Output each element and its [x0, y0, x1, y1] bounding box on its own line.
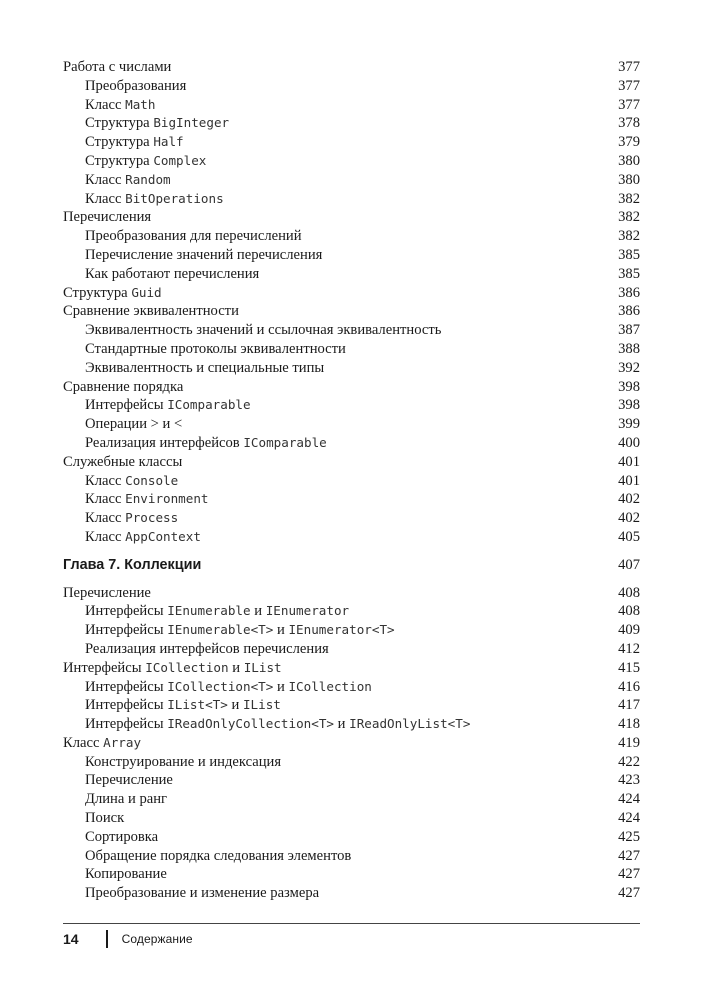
toc-subsection-entry [63, 133, 640, 152]
title-text: Интерфейсы [85, 397, 168, 414]
title-text: Длина и ранг [85, 791, 168, 808]
toc-subsection-entry [63, 321, 640, 340]
toc-entry-title [63, 321, 441, 340]
toc-entry-title [63, 396, 251, 415]
title-text: Перечисление [63, 584, 151, 601]
title-text: Структура [85, 134, 154, 151]
toc-page-number: 398 [618, 397, 640, 414]
title-text: Сравнение порядка [63, 378, 184, 395]
toc-page-number: 388 [618, 340, 640, 357]
toc-subsection-entry [63, 190, 640, 209]
code-term: ICollection [288, 678, 372, 694]
toc-subsection-entry [63, 472, 640, 491]
title-text: Класс [63, 734, 104, 751]
toc-subsection-entry [63, 771, 640, 790]
title-text: Структура [85, 115, 154, 132]
toc-subsection-entry [63, 865, 640, 884]
toc-subsection-entry [63, 171, 640, 190]
toc-section-entry [63, 584, 640, 603]
title-text: Класс [85, 510, 126, 527]
code-term: BigInteger [153, 115, 230, 131]
title-text: Реализация интерфейсов перечисления [85, 640, 329, 657]
toc-page-number: 416 [618, 678, 640, 695]
code-term: IEnumerable<T> [167, 622, 274, 638]
toc-section-entry [63, 453, 640, 472]
title-text: Интерфейсы [85, 678, 168, 695]
toc-entry-title [63, 190, 224, 209]
title-text: и [334, 716, 350, 733]
toc-subsection-entry [63, 809, 640, 828]
title-text: Эквивалентность и специальные типы [85, 359, 325, 376]
toc-entry-title [63, 621, 395, 640]
title-text: и [227, 697, 243, 714]
code-term: IEnumerator [265, 603, 350, 619]
toc-subsection-entry [63, 434, 640, 453]
toc-page-number: 392 [618, 359, 640, 376]
toc-subsection-entry [63, 114, 640, 133]
toc-entry-title [63, 865, 167, 884]
code-term: Array [103, 734, 142, 750]
toc-subsection-entry [63, 640, 640, 659]
title-text: Класс [85, 96, 126, 113]
toc-page-number: 418 [618, 716, 640, 733]
code-term: Environment [125, 491, 209, 507]
footer-section-label: Содержание [121, 932, 193, 946]
toc-subsection-entry [63, 96, 640, 115]
toc-section-entry [63, 284, 640, 303]
title-text: Интерфейсы [85, 716, 168, 733]
title-text: Преобразования [85, 77, 187, 94]
toc-page-number: 427 [618, 885, 640, 902]
code-term: Random [125, 171, 171, 187]
toc-entry-title [63, 246, 322, 265]
title-text: Сортировка [85, 828, 159, 845]
toc-page-number: 386 [618, 303, 640, 320]
toc-page-number: 402 [618, 510, 640, 527]
toc-subsection-entry [63, 340, 640, 359]
toc-subsection-entry [63, 265, 640, 284]
toc-entry-title [63, 340, 346, 359]
toc-entry-title [63, 77, 186, 96]
code-term: ICollection<T> [167, 678, 274, 694]
code-term: IComparable [243, 434, 327, 450]
toc-entry-title [63, 359, 324, 378]
title-text: Интерфейсы [63, 659, 146, 676]
toc-subsection-entry [63, 828, 640, 847]
toc-subsection-entry [63, 246, 640, 265]
code-term: IList [243, 659, 282, 675]
toc-entry-title [63, 528, 201, 547]
toc-chapter-entry [63, 556, 640, 575]
title-text: Интерфейсы [85, 622, 168, 639]
toc-page-number: 378 [618, 115, 640, 132]
title-text: Структура [63, 284, 132, 301]
title-text: Перечисление значений перечисления [85, 246, 323, 263]
title-text: Класс [85, 491, 126, 508]
toc-entry-title [63, 640, 329, 659]
footer-rule [63, 923, 640, 924]
toc-subsection-entry [63, 884, 640, 903]
title-text: и [273, 678, 289, 695]
code-term: BitOperations [125, 190, 224, 206]
toc-page-number: 380 [618, 171, 640, 188]
toc-page-number: 386 [618, 284, 640, 301]
toc-entry-title [63, 490, 209, 509]
toc-subsection-entry [63, 415, 640, 434]
toc-entry-title [63, 584, 151, 603]
toc-subsection-entry [63, 847, 640, 866]
toc-entry-title [63, 453, 182, 472]
title-text: Структура [85, 152, 154, 169]
title-text: Преобразования для перечислений [85, 228, 302, 245]
toc-page-number: 377 [618, 96, 640, 113]
toc-page-number: 382 [618, 190, 640, 207]
toc-entry-title [63, 771, 173, 790]
toc-entry-title [63, 133, 184, 152]
toc-entry-title [63, 678, 372, 697]
title-text: Класс [85, 171, 126, 188]
title-text: Как работают перечисления [85, 265, 260, 282]
toc-page-number: 408 [618, 584, 640, 601]
toc-page-number: 424 [618, 810, 640, 827]
title-text: и [228, 659, 244, 676]
toc-subsection-entry [63, 790, 640, 809]
page-footer [63, 928, 193, 950]
toc-section-entry [63, 302, 640, 321]
toc-page-number: 407 [618, 556, 640, 573]
toc-entry-title [63, 659, 282, 678]
code-term: Math [125, 96, 156, 112]
toc-entry-title [63, 472, 178, 491]
toc-page-number: 379 [618, 134, 640, 151]
code-term: Process [125, 510, 179, 526]
toc-page-number: 427 [618, 847, 640, 864]
toc-page-number: 382 [618, 228, 640, 245]
toc-subsection-entry [63, 396, 640, 415]
title-text: Перечисления [63, 209, 152, 226]
toc-subsection-entry [63, 696, 640, 715]
title-text: Обращение порядка следования элементов [85, 847, 352, 864]
toc-section-entry [63, 208, 640, 227]
toc-entry-title [63, 114, 229, 133]
toc-page-number: 405 [618, 528, 640, 545]
toc-subsection-entry [63, 621, 640, 640]
title-text: и [273, 622, 289, 639]
toc-page-number: 425 [618, 828, 640, 845]
toc-subsection-entry [63, 528, 640, 547]
toc-section-entry [63, 378, 640, 397]
toc-subsection-entry [63, 678, 640, 697]
toc-page-number: 419 [618, 734, 640, 751]
toc-page-number: 415 [618, 659, 640, 676]
toc-page-number: 377 [618, 59, 640, 75]
toc-entry-title [63, 227, 302, 246]
toc-page-number: 408 [618, 603, 640, 620]
code-term: ICollection [145, 659, 229, 675]
toc-page-number: 399 [618, 416, 640, 433]
title-text: Преобразование и изменение размера [85, 885, 320, 902]
code-term: Half [153, 134, 184, 150]
code-term: IEnumerator<T> [288, 622, 395, 638]
toc-entry-title [63, 378, 183, 397]
toc-entry-title [63, 790, 167, 809]
toc-page-number: 412 [618, 640, 640, 657]
toc-entry-title [63, 58, 171, 77]
title-text: Поиск [85, 810, 125, 827]
code-term: IList<T> [167, 697, 228, 713]
title-text: Служебные классы [63, 453, 183, 470]
toc-page-number: 422 [618, 753, 640, 770]
code-term: IEnumerable [167, 603, 251, 619]
toc-page-number: 380 [618, 152, 640, 169]
toc-entry-title [63, 753, 281, 772]
title-text: Класс [85, 472, 126, 489]
toc-page-number: 401 [618, 472, 640, 489]
toc-entry-title [63, 265, 259, 284]
toc-entry-title [63, 302, 239, 321]
toc-subsection-entry [63, 753, 640, 772]
title-text: Копирование [85, 866, 167, 883]
toc-subsection-entry [63, 490, 640, 509]
toc-page-number: 423 [618, 772, 640, 789]
toc-entry-title [63, 715, 470, 734]
toc-entry-title [63, 171, 171, 190]
title-text: Интерфейсы [85, 603, 168, 620]
title-text: Интерфейсы [85, 697, 168, 714]
toc-entry-title [63, 809, 124, 828]
title-text: Перечисление [85, 772, 173, 789]
toc-section-entry [63, 58, 640, 77]
toc-entry-title [63, 602, 349, 621]
code-term: IReadOnlyList<T> [349, 716, 471, 732]
toc-entry-title [63, 847, 351, 866]
toc-page-number: 409 [618, 622, 640, 639]
toc-page-number: 427 [618, 866, 640, 883]
title-text: Класс [85, 528, 126, 545]
toc-page-number: 424 [618, 791, 640, 808]
toc-subsection-entry [63, 227, 640, 246]
toc-section-entry [63, 659, 640, 678]
toc-page-number: 377 [618, 77, 640, 94]
toc-subsection-entry [63, 77, 640, 96]
toc-entry-title [63, 556, 201, 575]
toc-page-number: 402 [618, 491, 640, 508]
toc-page-number: 387 [618, 322, 640, 339]
toc-page-number: 382 [618, 209, 640, 226]
title-text: Сравнение эквивалентности [63, 303, 239, 320]
code-term: AppContext [125, 528, 201, 544]
toc-page-number: 417 [618, 697, 640, 714]
toc-subsection-entry [63, 359, 640, 378]
code-term: Console [125, 472, 179, 488]
toc-page-number: 385 [618, 246, 640, 263]
code-term: IList [242, 697, 281, 713]
code-term: Guid [131, 284, 162, 300]
title-text: Глава 7. Коллекции [63, 556, 202, 573]
toc-entry-title [63, 152, 206, 171]
title-text: Конструирование и индексация [85, 753, 282, 770]
footer-separator [106, 930, 108, 948]
toc-entry-title [63, 884, 319, 903]
toc-entry-title [63, 96, 155, 115]
toc-page-number: 401 [618, 453, 640, 470]
toc-page-number: 398 [618, 378, 640, 395]
toc-entry-title [63, 734, 141, 753]
title-text: и [250, 603, 266, 620]
toc-entry-title [63, 509, 178, 528]
title-text: Реализация интерфейсов [85, 434, 244, 451]
toc-subsection-entry [63, 602, 640, 621]
toc-entry-title [63, 828, 158, 847]
table-of-contents [63, 58, 640, 903]
page-number: 14 [63, 931, 79, 947]
toc-subsection-entry [63, 509, 640, 528]
title-text: Стандартные протоколы эквивалентности [85, 340, 346, 357]
toc-entry-title [63, 696, 281, 715]
toc-entry-title [63, 415, 182, 434]
toc-page-number: 385 [618, 265, 640, 282]
toc-subsection-entry [63, 152, 640, 171]
toc-entry-title [63, 208, 151, 227]
title-text: Эквивалентность значений и ссылочная эквивалентность [85, 322, 442, 339]
code-term: IReadOnlyCollection<T> [167, 716, 334, 732]
title-text: Операции > и < [85, 416, 183, 433]
title-text: Класс [85, 190, 126, 207]
toc-entry-title [63, 434, 327, 453]
title-text: Работа с числами [63, 59, 172, 75]
toc-page-number: 400 [618, 434, 640, 451]
toc-subsection-entry [63, 715, 640, 734]
code-term: Complex [153, 152, 207, 168]
toc-entry-title [63, 284, 162, 303]
code-term: IComparable [167, 397, 251, 413]
toc-section-entry [63, 734, 640, 753]
